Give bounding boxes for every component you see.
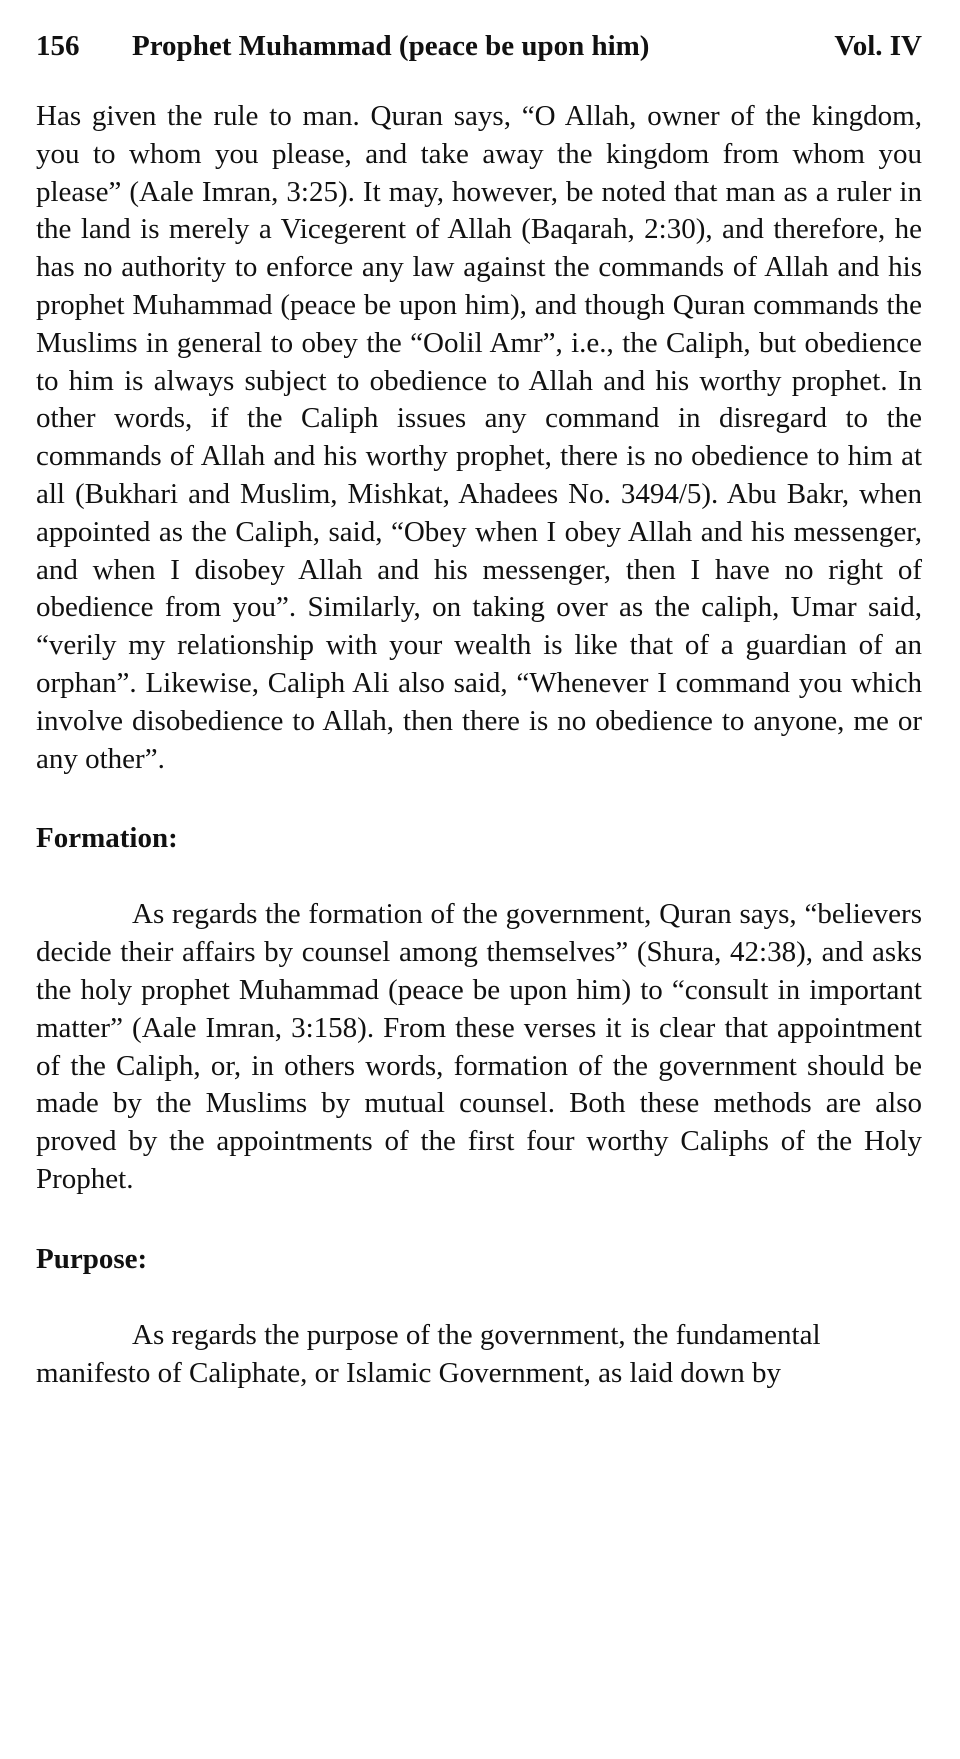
- spacer: [36, 1279, 922, 1317]
- book-page: [36, 26, 922, 1392]
- spacer: [36, 778, 922, 818]
- section-heading-formation: Formation:: [36, 822, 178, 855]
- volume-label: Vol. IV: [834, 30, 922, 62]
- section-heading-purpose: Purpose:: [36, 1242, 148, 1275]
- running-header: [36, 26, 922, 66]
- book-title: Prophet Muhammad (peace be upon him): [132, 30, 650, 62]
- page-number: 156: [36, 30, 80, 62]
- spacer: [36, 1199, 922, 1239]
- spacer: [36, 858, 922, 896]
- intro-paragraph: Has given the rule to man. Quran says, “O Allah, owner of the kingdom, you to whom you please, and take away the kingdom from whom you please” (Aale Imran, 3:25). It may, however, be noted that man as a ruler in the land is merely a Vicegerent of Allah (Baqarah, 2:30), and therefore, he has no authority to enforce any law against the commands of Allah and his prophet Muhammad (peace be upon him), and though Quran commands the Muslims in general to obey the “Oolil Amr”, i.e., the Caliph, but obedience to him is always subject to obedience to Allah and his worthy prophet. In other words, if the Caliph issues any command in disregard to the commands of Allah and his worthy prophet, there is no obedience to him at all (Bukhari and Muslim, Mishkat, Ahadees No. 3494/5). Abu Bakr, when appointed as the Caliph, said, “Obey when I obey Allah and his messenger, and when I disobey Allah and his messenger, then I have no right of obedience from you”. Similarly, on taking over as the caliph, Umar said, “verily my relationship with your wealth is like that of a guardian of an orphan”. Likewise, Caliph Ali also said, “Whenever I command you which involve disobedience to Allah, then there is no obedience to anyone, me or any other”.: [36, 100, 922, 775]
- purpose-paragraph: As regards the purpose of the government, the fundamental manifesto of Caliphate, or Islamic Government, as laid down by: [36, 1318, 821, 1389]
- formation-paragraph: As regards the formation of the government, Quran says, “believers decide their affairs by counsel among themselves” (Shura, 42:38), and asks the holy prophet Muhammad (peace be upon him) to “consult in important matter” (Aale Imran, 3:158). From these verses it is clear that appointment of the Caliph, or, in others words, formation of the government should be made by the Muslims by mutual counsel. Both these methods are also proved by the appointments of the first four worthy Caliphs of the Holy Prophet.: [36, 898, 922, 1195]
